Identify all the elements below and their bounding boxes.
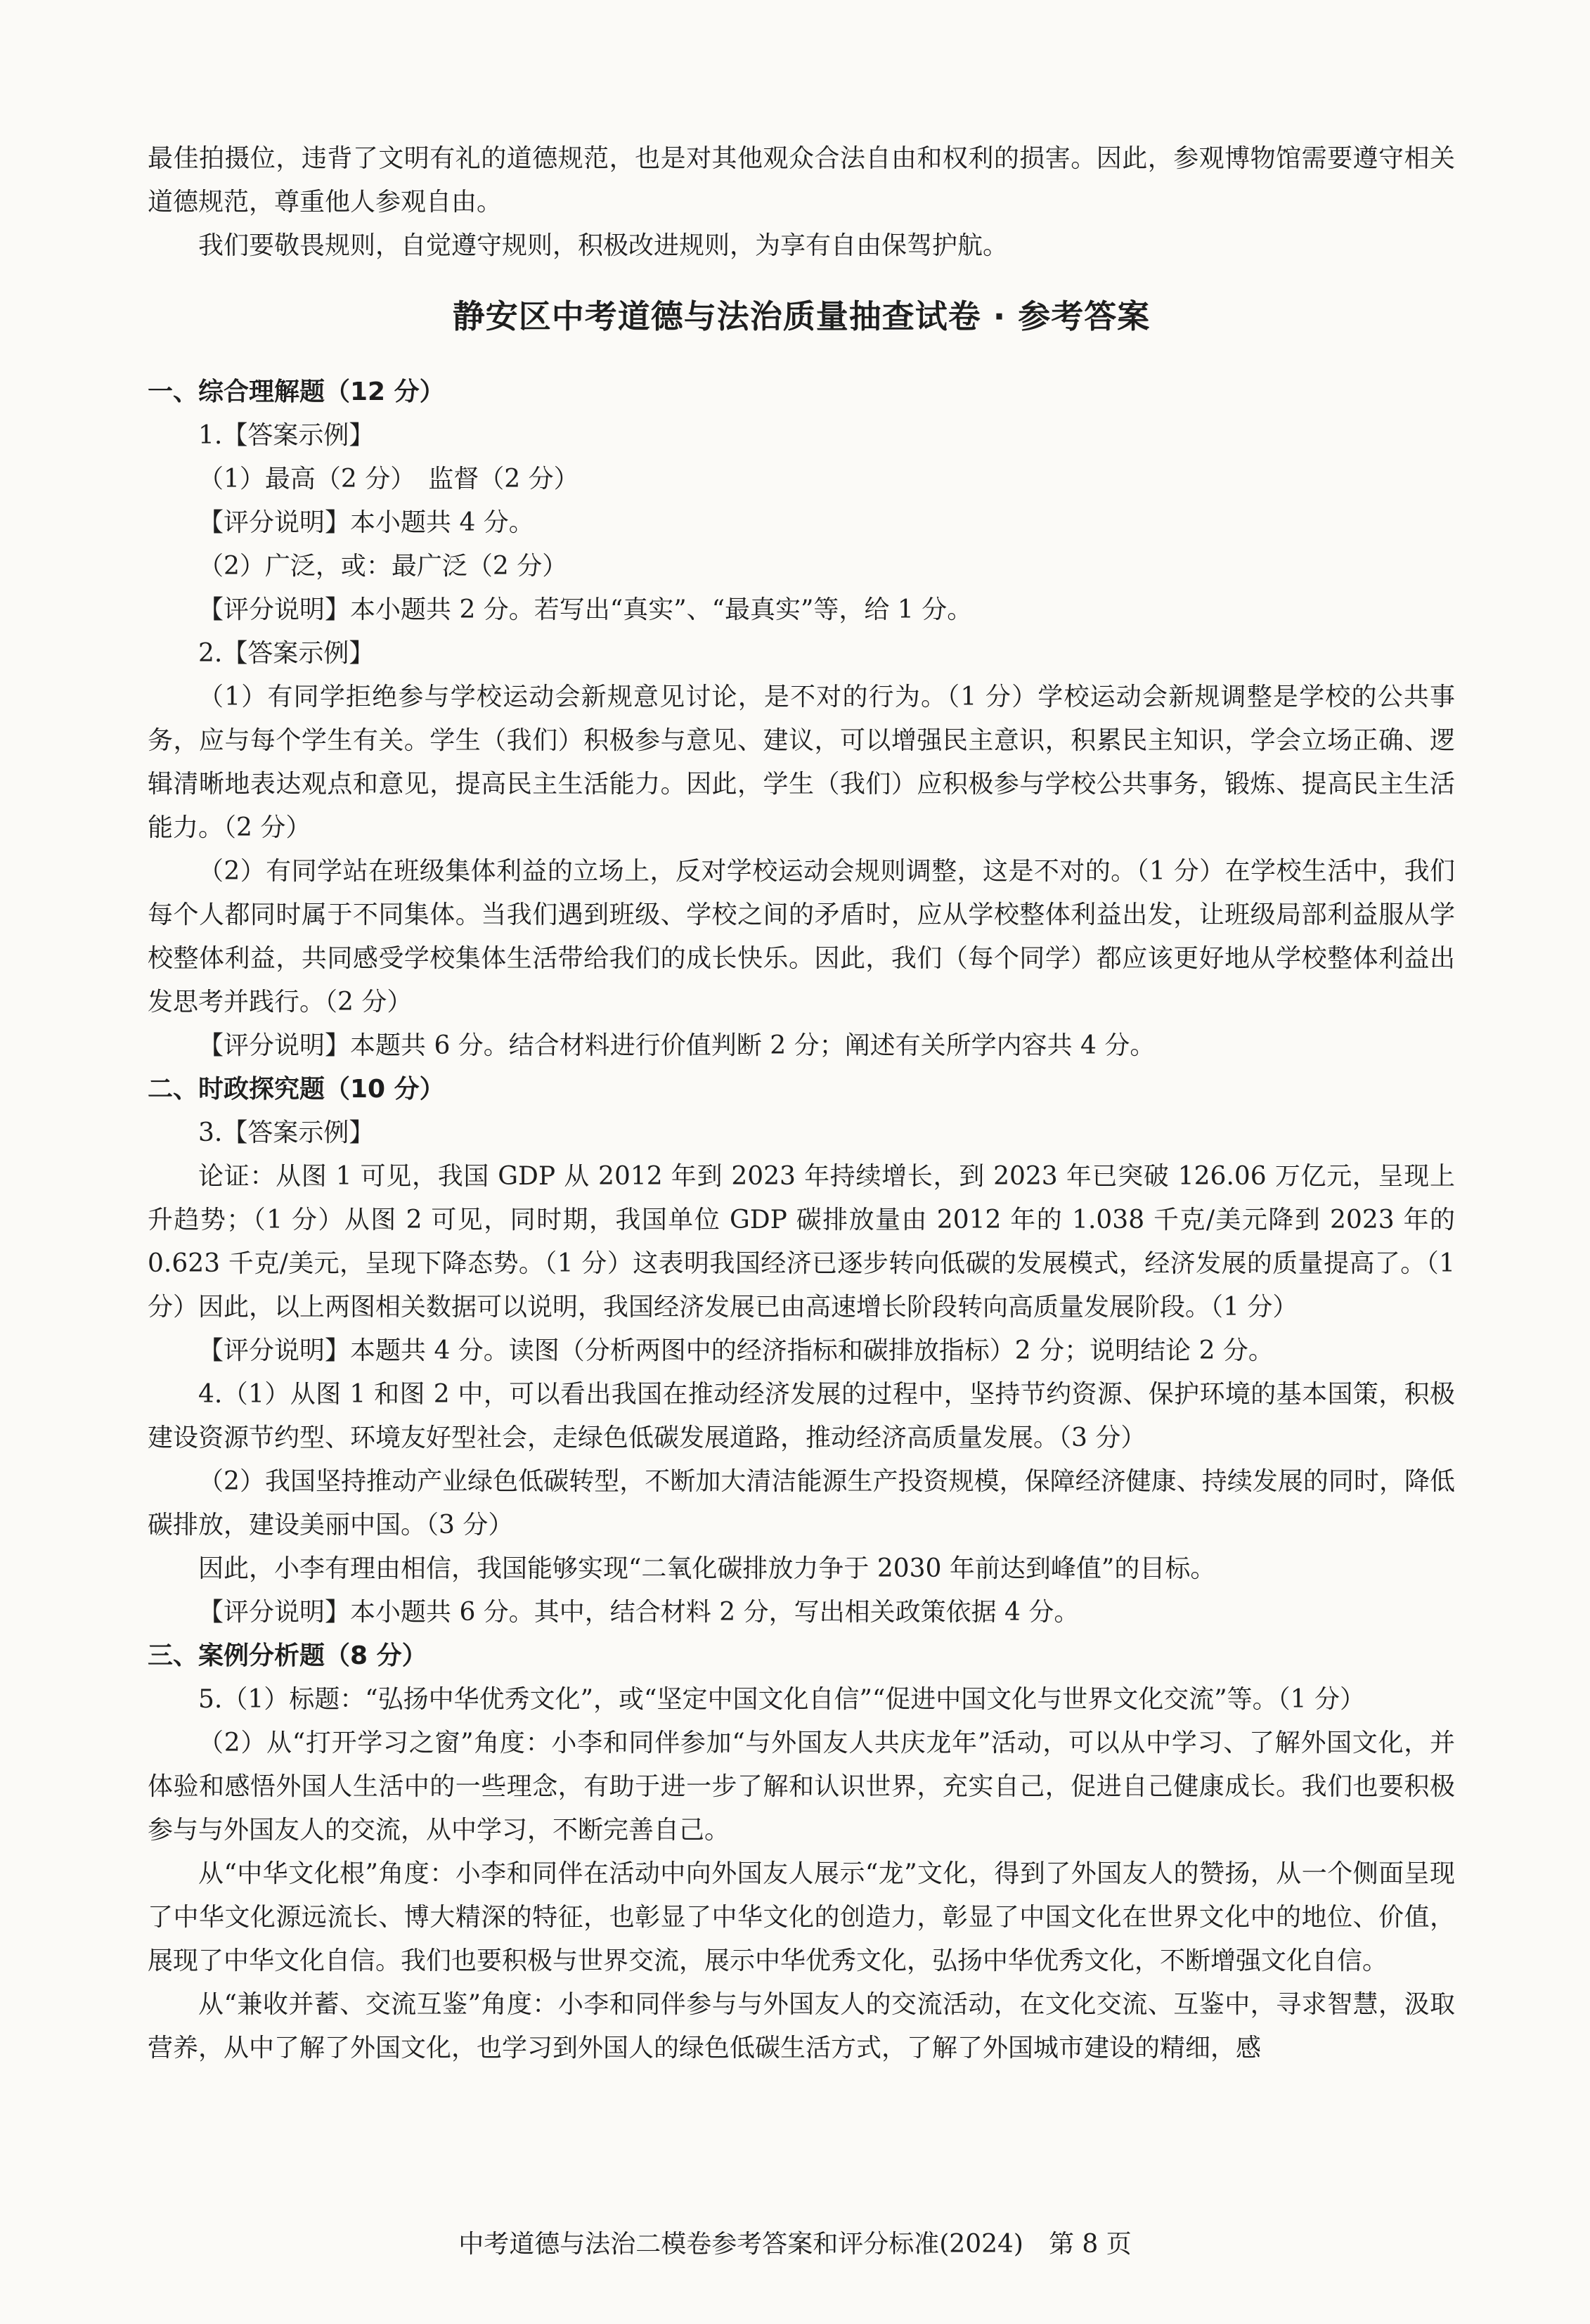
page-footer: 中考道德与法治二模卷参考答案和评分标准(2024) 第 8 页 bbox=[458, 2230, 1132, 2259]
answer-paragraph: （1）有同学拒绝参与学校运动会新规意见讨论，是不对的行为。（1 分）学校运动会新规调整是学校的公共事务，应与每个学生有关。学生（我们）积极参与意见、建议，可以增强民主意识，积累民主知识，学会立场正确、逻辑清晰地表达观点和意见，提高民主生活能力。因此，学生（我们）应积极参与学校公共事务，锻炼、提高民主生活能力。（2 分） bbox=[148, 683, 1455, 842]
answer-paragraph: 5.（1）标题：“弘扬中华优秀文化”，或“坚定中国文化自信”“促进中国文化与世界文化交流”等。（1 分） bbox=[198, 1685, 1366, 1714]
answer-line: （1）最高（2 分） 监督（2 分） bbox=[198, 465, 579, 493]
scoring-note: 【评分说明】本小题共 2 分。若写出“真实”、“最真实”等，给 1 分。 bbox=[198, 595, 973, 624]
scoring-note: 【评分说明】本题共 6 分。结合材料进行价值判断 2 分；阐述有关所学内容共 4 分。 bbox=[198, 1031, 1156, 1060]
scoring-note: 【评分说明】本题共 4 分。读图（分析两图中的经济指标和碳排放指标）2 分；说明结论 2 分。 bbox=[198, 1336, 1274, 1365]
scoring-note: 【评分说明】本小题共 6 分。其中，结合材料 2 分，写出相关政策依据 4 分。 bbox=[198, 1598, 1080, 1627]
answer-paragraph: 论证：从图 1 可见，我国 GDP 从 2012 年到 2023 年持续增长，到 2023 年已突破 126.06 万亿元，呈现上升趋势；（1 分）从图 2 可见，同时期，我国单位 GDP 碳排放量由 2012 年的 1.038 千克/美元降到 2023 年的 0.623 千克/美元，呈现下降态势。（1 分）这表明我国经济已逐步转向低碳的发展模式，经济发展的质量提高了。（1 分）因此，以上两图相关数据可以说明，我国经济发展已由高速增长阶段转向高质量发展阶段。（1 分） bbox=[148, 1162, 1455, 1322]
answer-paragraph: 因此，小李有理由相信，我国能够实现“二氧化碳排放力争于 2030 年前达到峰值”的目标。 bbox=[198, 1554, 1216, 1583]
answer-line: 2.【答案示例】 bbox=[198, 639, 375, 668]
answer-paragraph: （2）从“打开学习之窗”角度：小李和同伴参加“与外国友人共庆龙年”活动，可以从中学习、了解外国文化，并体验和感悟外国人生活中的一些理念，有助于进一步了解和认识世界，充实自己，促进自己健康成长。我们也要积极参与与外国友人的交流，从中学习，不断完善自己。 bbox=[148, 1729, 1455, 1845]
answer-line: （2）广泛，或：最广泛（2 分） bbox=[198, 552, 568, 581]
section-heading-2: 二、时政探究题（10 分） bbox=[148, 1075, 445, 1104]
answer-paragraph: （2）我国坚持推动产业绿色低碳转型，不断加大清洁能源生产投资规模，保障经济健康、持续发展的同时，降低碳排放，建设美丽中国。（3 分） bbox=[148, 1467, 1455, 1539]
answer-paragraph: 从“中华文化根”角度：小李和同伴在活动中向外国友人展示“龙”文化，得到了外国友人的赞扬，从一个侧面呈现了中华文化源远流长、博大精深的特征，也彰显了中华文化的创造力，彰显了中国文化在世界文化中的地位、价值，展现了中华文化自信。我们也要积极与世界交流，展示中华优秀文化，弘扬中华优秀文化，不断增强文化自信。 bbox=[148, 1859, 1455, 1975]
page-title: 静安区中考道德与法治质量抽查试卷 · 参考答案 bbox=[452, 297, 1151, 335]
section-heading-3: 三、案例分析题（8 分） bbox=[148, 1641, 427, 1670]
answer-line: 1.【答案示例】 bbox=[198, 421, 375, 450]
answer-line: 3.【答案示例】 bbox=[198, 1118, 375, 1147]
scoring-note: 【评分说明】本小题共 4 分。 bbox=[198, 508, 534, 537]
section-heading-1: 一、综合理解题（12 分） bbox=[148, 377, 445, 406]
answer-paragraph: 从“兼收并蓄、交流互鉴”角度：小李和同伴参与与外国友人的交流活动，在文化交流、互鉴中，寻求智慧，汲取营养，从中了解了外国文化，也学习到外国人的绿色低碳生活方式，了解了外国城市建设的精细，感 bbox=[148, 1990, 1455, 2062]
answer-page bbox=[148, 137, 1455, 2070]
answer-paragraph: 4.（1）从图 1 和图 2 中，可以看出我国在推动经济发展的过程中，坚持节约资源、保护环境的基本国策，积极建设资源节约型、环境友好型社会，走绿色低碳发展道路，推动经济高质量发展。（3 分） bbox=[148, 1380, 1455, 1452]
paragraph-conclusion: 我们要敬畏规则，自觉遵守规则，积极改进规则，为享有自由保驾护航。 bbox=[198, 231, 1009, 260]
answer-paragraph: （2）有同学站在班级集体利益的立场上，反对学校运动会规则调整，这是不对的。（1 分）在学校生活中，我们每个人都同时属于不同集体。当我们遇到班级、学校之间的矛盾时，应从学校整体利益出发，让班级局部利益服从学校整体利益，共同感受学校集体生活带给我们的成长快乐。因此，我们（每个同学）都应该更好地从学校整体利益出发思考并践行。（2 分） bbox=[148, 857, 1455, 1016]
paragraph-continued: 最佳拍摄位，违背了文明有礼的道德规范，也是对其他观众合法自由和权利的损害。因此，参观博物馆需要遵守相关道德规范，尊重他人参观自由。 bbox=[148, 144, 1455, 217]
